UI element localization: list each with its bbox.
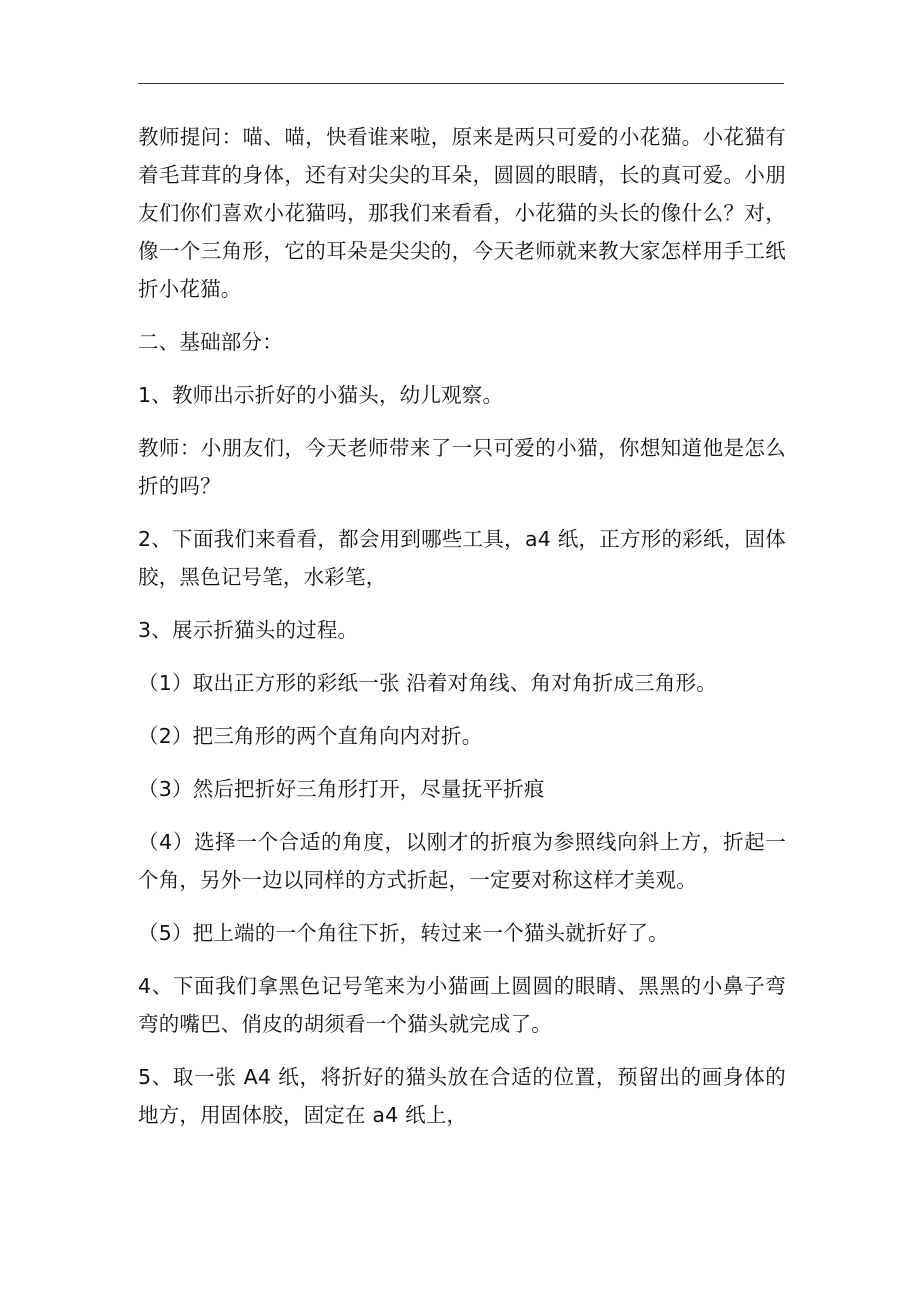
step-1: 1、教师出示折好的小猫头，幼儿观察。: [138, 383, 504, 407]
step-5-mounting: 5、取一张 A4 纸，将折好的猫头放在合适的位置，预留出的画身体的地方，用固体胶，固定在 a4 纸上，: [138, 1065, 786, 1127]
document-body: [138, 118, 786, 1149]
section-heading-basics: 二、基础部分：: [138, 330, 283, 354]
substep-1: （1）取出正方形的彩纸一张 沿着对角线、角对角折成三角形。: [138, 671, 717, 695]
substep-2: （2）把三角形的两个直角向内对折。: [138, 724, 483, 748]
substep-3: （3）然后把折好三角形打开，尽量抚平折痕: [138, 777, 545, 801]
substep-5: （5）把上端的一个角往下折，转过来一个猫头就折好了。: [138, 921, 669, 945]
step-3-process: 3、展示折猫头的过程。: [138, 618, 359, 642]
intro-paragraph: 教师提问：喵、喵，快看谁来啦，原来是两只可爱的小花猫。小花猫有着毛茸茸的身体，还有对尖尖的耳朵，圆圆的眼睛，长的真可爱。小朋友们你们喜欢小花猫吗，那我们来看看，小花猫的头长的像什么？对，像一个三角形，它的耳朵是尖尖的，今天老师就来教大家怎样用手工纸折小花猫。: [138, 125, 786, 301]
teacher-dialogue: 教师：小朋友们，今天老师带来了一只可爱的小猫，你想知道他是怎么折的吗？: [138, 436, 786, 498]
header-rule: [138, 83, 784, 84]
step-2-tools: 2、下面我们来看看，都会用到哪些工具，a4 纸，正方形的彩纸，固体胶，黑色记号笔，水彩笔，: [138, 527, 786, 589]
substep-4: （4）选择一个合适的角度，以刚才的折痕为参照线向斜上方，折起一个角，另外一边以同样的方式折起，一定要对称这样才美观。: [138, 830, 786, 892]
step-4-drawing: 4、下面我们拿黑色记号笔来为小猫画上圆圆的眼睛、黑黑的小鼻子弯弯的嘴巴、俏皮的胡须看一个猫头就完成了。: [138, 974, 786, 1036]
